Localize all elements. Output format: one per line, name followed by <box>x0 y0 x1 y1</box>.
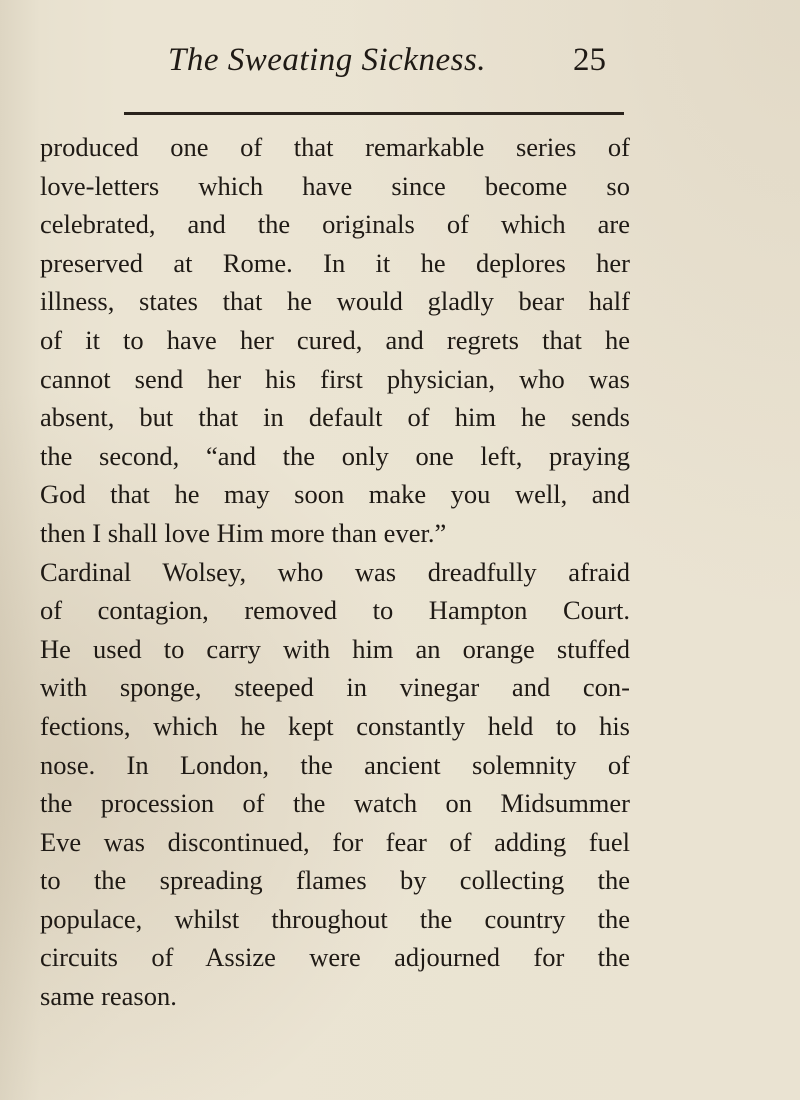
text-line: circuits of Assize were adjourned for the <box>40 942 630 973</box>
text-line: He used to carry with him an orange stuffed <box>40 633 630 664</box>
text-line: to the spreading flames by collecting the <box>40 865 630 896</box>
text-line: the second, “and the only one left, praying <box>40 440 630 471</box>
text-line: illness, states that he would gladly bear half <box>40 286 630 317</box>
text-line: Eve was discontinued, for fear of adding fuel <box>40 826 630 857</box>
text-line: fections, which he kept constantly held to his <box>40 710 630 741</box>
text-line: Cardinal Wolsey, who was dreadfully afraid <box>40 556 630 587</box>
text-line: celebrated, and the originals of which are <box>40 209 630 240</box>
text-line: populace, whilst throughout the country the <box>40 903 630 934</box>
header-rule <box>124 112 624 115</box>
page-header <box>0 42 800 92</box>
text-line: love-letters which have since become so <box>40 170 630 201</box>
text-line: of contagion, removed to Hampton Court. <box>40 595 630 626</box>
text-line: with sponge, steeped in vinegar and con- <box>40 672 630 703</box>
text-line: the procession of the watch on Midsummer <box>40 788 630 819</box>
text-line: of it to have her cured, and regrets that he <box>40 324 630 355</box>
text-line: cannot send her his first physician, who was <box>40 363 630 394</box>
text-line: then I shall love Him more than ever.” <box>40 517 447 548</box>
page-number: 25 <box>573 42 606 78</box>
text-line: preserved at Rome. In it he deplores her <box>40 247 630 278</box>
text-line: nose. In London, the ancient solemnity of <box>40 749 630 780</box>
text-line: same reason. <box>40 981 177 1012</box>
text-line: produced one of that remarkable series of <box>40 132 630 162</box>
running-title: The Sweating Sickness. <box>168 42 487 78</box>
body-text <box>40 128 630 1016</box>
text-line: absent, but that in default of him he sends <box>40 402 630 433</box>
text-line: God that he may soon make you well, and <box>40 479 630 510</box>
